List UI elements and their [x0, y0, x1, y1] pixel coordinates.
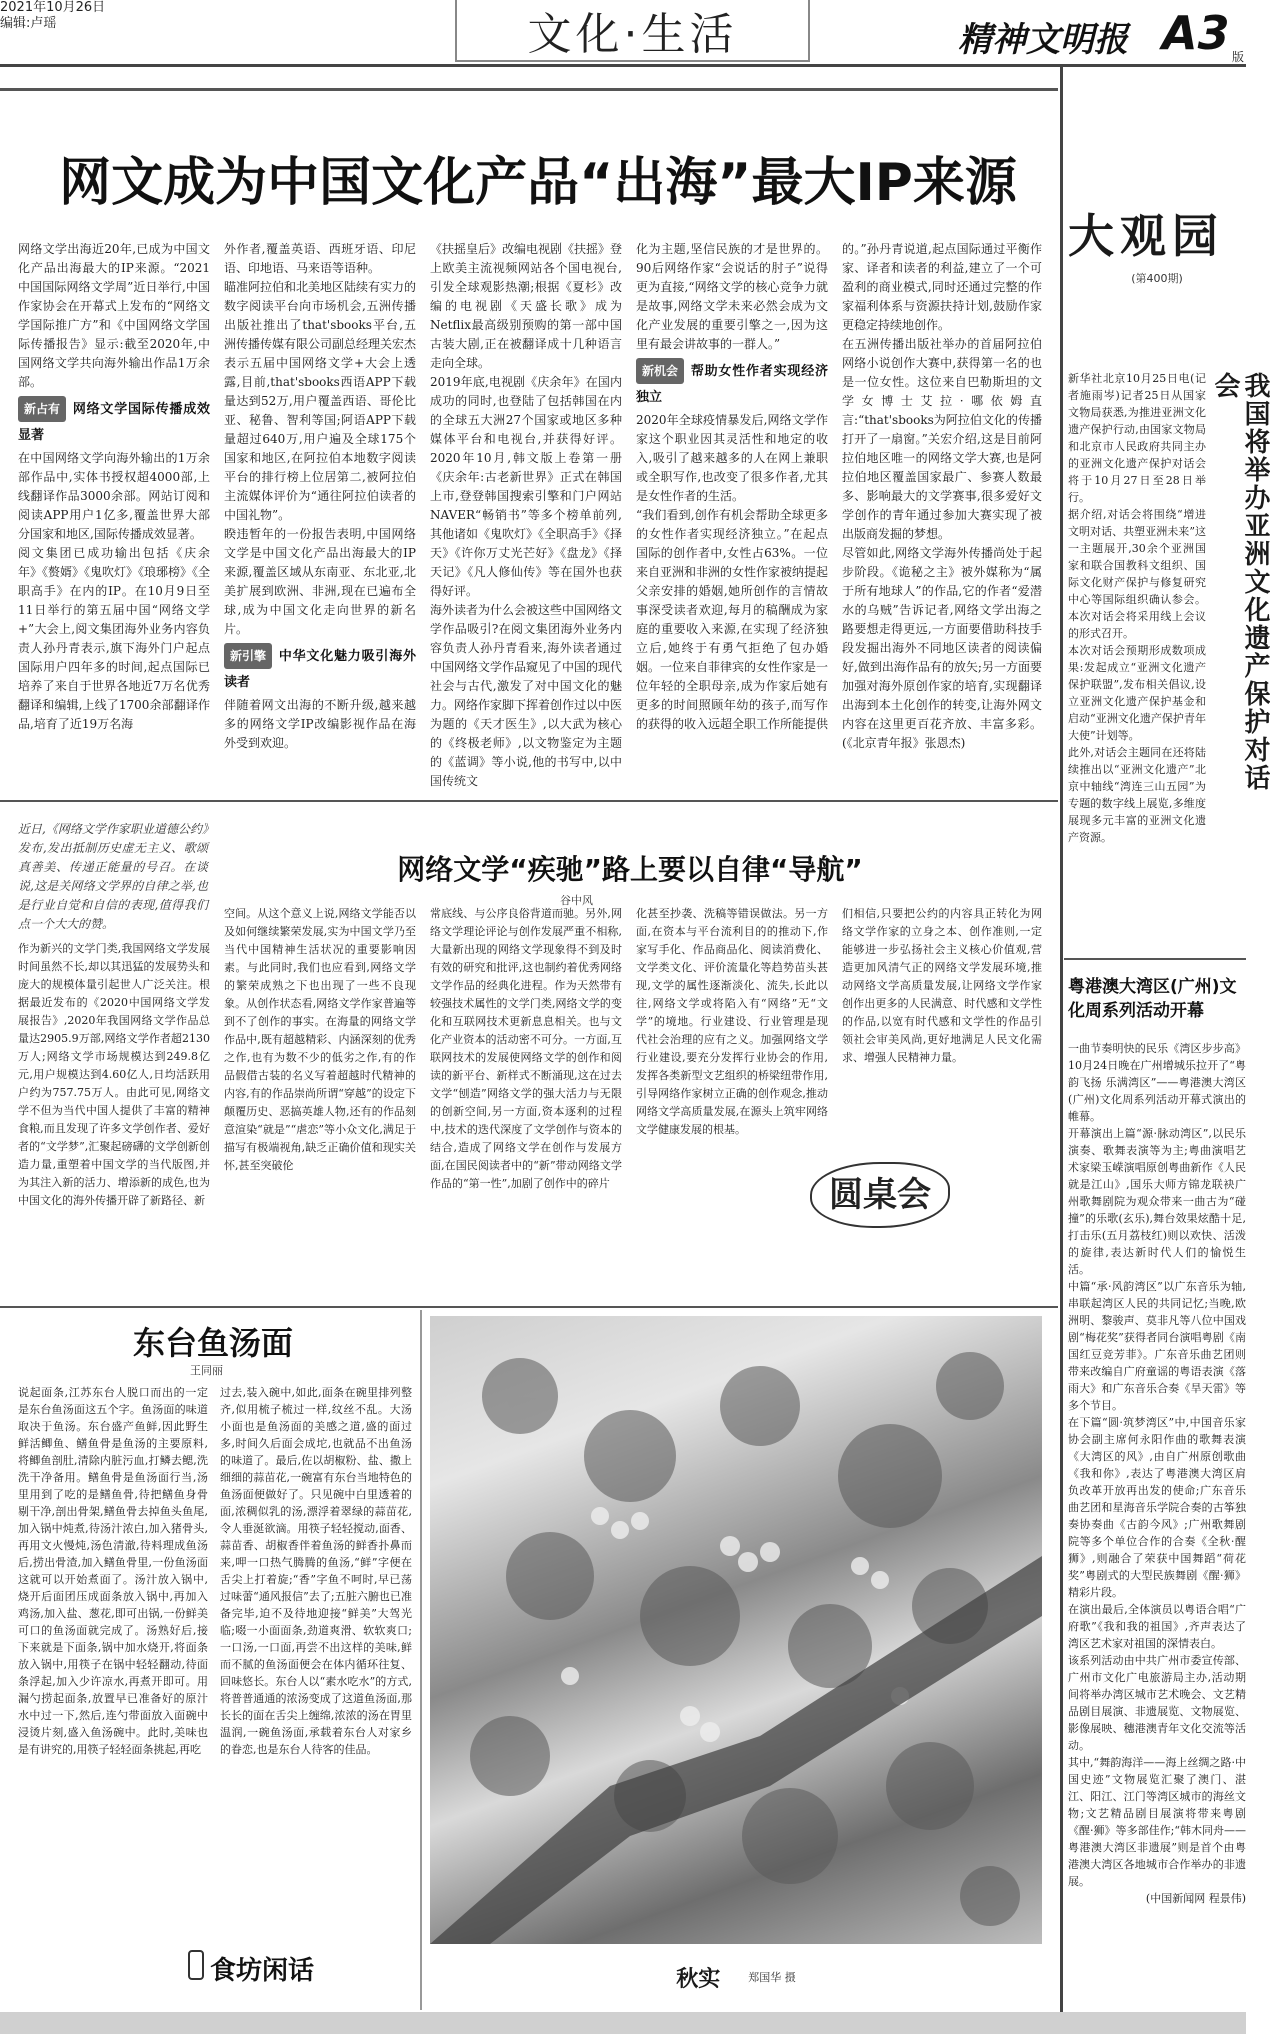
commentary-col-4: 化甚至抄袭、洗稿等错误做法。另一方面,在资本与平台流利目的的推动下,作家写手化、作品商品化、阅读消费化、文学类文化、评价流量化等趋势苗头甚现,文学的属性逐渐淡化、流失,长此以往,网络文学或将陷入有“网络”无“文学”的境地。行业建设、行业管理是现代社会治理的应有之义。加强网络文学行业建设,要充分发挥行业协会的作用,发挥各类新型文艺组织的桥梁纽带作用,引导网络作家树立正确的创作观念,推动网络文学高质量发展,在源头上筑牢网络文学健康发展的根基。	[636, 907, 828, 1136]
sidebar-paragraph: 该系列活动由中共广州市委宣传部、广州市文化广电旅游局主办,活动期间将举办湾区城市艺术晚会、文艺精品剧目展演、非遗展览、文物展览、影像展映、穗港澳青年文化交流等活动。	[1068, 1654, 1246, 1752]
issue-date: 2021年10月26日	[0, 0, 106, 15]
food-column-logo: 食坊闲话	[210, 1956, 315, 1986]
sidebar-paragraph: 在下篇“圆·筑梦湾区”中,中国音乐家协会副主席何永阳作曲的歌舞表演《大湾区的风》,由自广州原创歌曲《我和你》,表达了粤港澳大湾区肩负改革开放再出发的使命;广东音乐曲艺团和星海音乐学院合奏的古筝独奏协奏曲《古韵今风》;广州歌舞剧院等多个单位合作的合奏《全秋·醒狮》,则融合了荣获中国舞蹈“荷花奖”粤剧式的大型民族舞剧《醒·狮》精彩片段。	[1068, 1416, 1246, 1599]
paper-name: 精神文明报	[958, 20, 1128, 60]
ginkgo-photo	[430, 1316, 1042, 1944]
lead-subhead	[18, 396, 210, 449]
sidebar-column-logo	[1068, 200, 1246, 286]
lead-paragraph: 在五洲传播出版社举办的首届阿拉伯网络小说创作大赛中,获得第一名的也是一位女性。这位来自巴勒斯坦的文学女博士艾拉·哪依姆直言:“that'sbooks为阿拉伯文化的传播打开了一扇窗。”关宏介绍,这是目前阿拉伯地区唯一的网络文学大赛,也是阿拉伯地区覆盖国家最广、参赛人数最多、影响最大的文学赛事,很多爱好文学创作的青年通过参加大赛实现了被出版商发掘的梦想。	[842, 337, 1042, 541]
lead-paragraph: 化为主题,坚信民族的才是世界的。90后网络作家“会说话的肘子”说得更为直接,“网络文学的核心竞争力就是故事,网络文学未来必然会成为文化产业发展的重要引擎之一,因为这里有最会讲故事的一群人。”	[636, 242, 828, 351]
sidebar-paragraph: 一曲节奏明快的民乐《湾区步步高》10月24日晚在广州增城乐拉开了“粤韵飞扬 乐满湾区”——粤港澳大湾区(广州)文化周系列活动开幕式演出的帷幕。	[1068, 1042, 1246, 1123]
lead-subhead	[636, 358, 828, 411]
commentary-col-1: 作为新兴的文学门类,我国网络文学发展时间虽然不长,却以其迅猛的发展势头和庞大的规模体量引起世人广泛关注。根据最近发布的《2020中国网络文学发展报告》,2020年我国网络文学作品总量达2905.9万部,网络文学作者超2130万人;网络文学市场规模达到249.8亿元,用户规模达到4.60亿人,日均活跃用户约为757.75万人。由此可见,网络文学不但为当代中国人提供了丰富的精神食粮,而且发现了许多文学创作者、爱好者的“文学梦”,汇聚起磅礴的文学创新创造力量,重塑着中国文学的当代版图,并为其注入新的活力、增添新的成色,也为中国文化的海外传播开辟了新路径、新	[18, 942, 210, 1207]
photo-caption: 秋实	[676, 1966, 721, 1992]
photo-credit: 郑国华 摄	[748, 1971, 796, 1984]
commentary-col-3: 常底线、与公序良俗背道而驰。另外,网络文学理论评论与创作发展严重不相称,大量新出现的网络文学现象得不到及时有效的研究和批评,这也制约着优秀网络文学作品的经典化进程。作为天然带有较强技术属性的文学门类,网络文学的变化和互联网技术更新息息相关。也与文化产业资本的活动密不可分。一方面,互联网技术的发展使网络文学的创作和阅读的新平台、新样式不断涌现,这在过去文学“刨造”网络文学的强大活力与无限的创新空间,另一方面,资本逐利的过程中,技术的迭代深度了文学创作与资本的结合,造成了网络文学在创作与发展方面,在国民阅读者中的“新”带动网络文学作品的“第一性”,加剧了创作中的碎片	[430, 907, 622, 1190]
column-logo-text: 大观园	[1068, 209, 1224, 263]
subhead-tag: 新占有	[18, 396, 66, 422]
lead-paragraph: 伴随着网文出海的不断升级,越来越多的网络文学IP改编影视作品在海外受到欢迎。	[224, 698, 416, 750]
subhead-text: 网络文学国际传播成效显著	[18, 402, 210, 443]
food-logo-icon	[188, 1950, 204, 1980]
lead-col-3	[430, 240, 622, 791]
sidebar-story-1	[1068, 370, 1206, 846]
lead-col-4	[636, 240, 828, 734]
sidebar-paragraph: 此外,对话会主题同在还将陆续推出以“亚洲文化遗产”北京中轴线“湾连三山五园”为专题的数字线上展览,多维度展现多元丰富的亚洲文化遗产资源。	[1068, 746, 1206, 844]
sidebar-story-2	[1068, 1040, 1246, 1907]
page-number: A3	[1162, 6, 1230, 60]
sidebar-divider	[1060, 66, 1063, 2012]
sidebar-rule	[1064, 958, 1246, 960]
subhead-tag: 新机会	[636, 358, 684, 384]
lead-col-1	[18, 240, 210, 734]
lead-col-5	[842, 240, 1042, 753]
sidebar-paragraph: 本次对话会预期形成数项成果:发起成立“亚洲文化遗产保护联盟”,发布相关倡议,设立亚洲文化遗产保护基金和启动“亚洲文化遗产保护青年大使”计划等。	[1068, 644, 1206, 742]
page-footer-bar	[0, 2012, 1246, 2034]
lead-paragraph: 睽违暂年的一份报告表明,中国网络文学是中国文化产品出海最大的IP来源,覆盖区域从东南亚、东北亚,北美扩展到欧洲、非洲,现在已遍布全球,成为中国文化走向世界的新名片。	[224, 527, 416, 636]
lead-paragraph: 网络文学出海近20年,已成为中国文化产品出海最大的IP来源。“2021中国国际网络文学周”近日举行,中国作家协会在开幕式上发布的“网络文学国际推广方”和《中国网络文学国际传播报告》显示:截至2020年,中国网络文学共向海外输出作品1万余部。	[18, 242, 210, 389]
commentary-rule	[0, 1306, 1058, 1308]
food-title: 东台鱼汤面	[132, 1324, 293, 1362]
sidebar-paragraph: 据介绍,对话会将围绕“增进文明对话、共塑亚洲未来”这一主题展开,30余个亚洲国家和联合国教科文组织、国际文化财产保护与修复研究中心等国际组织确认参会。本次对话会将采用线上会议的形式召开。	[1068, 508, 1206, 640]
food-byline: 王同丽	[190, 1364, 223, 1377]
commentary-col-5: 们相信,只要把公约的内容具正转化为网络文学作家的立身之本、创作准则,一定能够进一步弘扬社会主义核心价值观,营造更加风清气正的网络文学发展环境,推动网络文学高质量发展,让网络文学作家创作出更多的人民满意、时代感和文学性的作品,以宽有时代感和文学性的作品引领社会审美风尚,更好地满足人民文化需求、增强人民精神力量。	[842, 907, 1042, 1064]
photo-caption-bar	[430, 1944, 1042, 2010]
lead-paragraph: 瞄准阿拉伯和北美地区陆续有实力的数字阅读平台向市场机会,五洲传播出版社推出了that'sbooks平台,五洲传播传媒有限公司副总经理关宏杰表示五届中国网络文学+大会上透露,目前,that'sbooks西语APP下载量达到52万,用户覆盖西语、哥伦比亚、秘鲁、智利等国;阿语APP下载量超过640万,用户遍及全球175个国家和地区,在阿拉伯本地数字阅读平台的排行榜上位居第二,被阿拉伯主流媒体评价为“通往阿拉伯读者的中国礼物”。	[224, 280, 417, 522]
sidebar-paragraph: 其中,“舞韵海洋——海上丝绸之路·中国史迹”文物展览汇聚了澳门、湛江、阳江、江门等湾区城市的海丝文物;文艺精品剧目展演将带来粤剧《醒·狮》等多部佳作;“韩木同舟——粤港澳大湾区非遗展”则是首个由粤港澳大湾区各地城市合作举办的非遗展。	[1068, 1756, 1246, 1888]
page-suffix: 版	[1232, 50, 1245, 64]
photo-leaves-illustration	[430, 1316, 1042, 1944]
subhead-text: 帮助女性作者实现经济独立	[636, 364, 828, 405]
commentary-col-2: 空间。从这个意义上说,网络文学能否以及如何继续繁荣发展,实为中国文学乃至当代中国精神生活状况的重要影响因素。与此同时,我们也应看到,网络文学的繁荣成熟之下也出现了一些不良现象。从创作状态看,网络文学作家普遍等到不了创作的事实。在海量的网络文学作品中,既有超越精彩、内涵深刻的优秀之作,也有为数不少的低劣之作,有的作品假借古装的名义写着超越时代精神的内容,有的作品崇尚所谓“穿越”的设定下颠覆历史、恶搞英雄人物,还有的作品刻意渲染“就是”“虐恋”等小众文化,满足于描写有极端视角,缺乏正确价值和现实关怀,甚至突破伦	[224, 907, 416, 1172]
masthead-meta	[0, 0, 105, 32]
lead-paragraph: 尽管如此,网络文学海外传播尚处于起步阶段。《诡秘之主》被外媒称为“属于所有地球人”的作品,它的作者“爱潜水的乌贼”告诉记者,网络文学出海之路要想走得更远,一方面要借助科技手段发掘出海外不同地区读者的阅读偏好,做到出海作品有的放矢;另一方面要加强对海外原创作家的培育,实现翻译出海到本土化创作的转变,让海外网文内容在这里更百花齐放、丰富多彩。(《北京青年报》张恩杰)	[842, 546, 1042, 750]
sidebar-paragraph: 在演出最后,全体演员以粤语合唱“广府歌”《我和我的祖国》,齐声表达了湾区艺术家对祖国的深情表白。	[1068, 1603, 1246, 1650]
commentary-intro: 近日,《网络文学作家职业道德公约》发布,发出抵制历史虚无主义、歌颂真善美、传递正能量的号召。在谈说,这是关网络文学界的自律之举,也是行业自觉和自信的表现,值得我们点一个大大的赞。	[18, 822, 208, 931]
sidebar-vertical-title: 我国将举办亚洲文化遗产保护对话会	[1210, 372, 1270, 792]
editor-credit: 编辑:卢瑶	[0, 16, 57, 31]
commentary-title: 网络文学“疾驰”路上要以自律“导航”	[397, 853, 863, 886]
sidebar-paragraph: 中篇“承·风韵湾区”以广东音乐为轴,串联起湾区人民的共同记忆;当晚,欧洲明、黎骏声、莫非凡等八位中国戏剧“梅花奖”获得者同台演唱粤剧《南国红豆竞芳菲》。广东音乐曲艺团则带来改编自广府童谣的粤语表演《落雨大》和广东音乐合奏《旱天雷》等多个节目。	[1068, 1280, 1246, 1412]
lead-subhead	[224, 643, 416, 696]
sidebar-headline-2: 粤港澳大湾区(广州)文化周系列活动开幕	[1068, 977, 1237, 1021]
column-issue: (第400期)	[1131, 272, 1183, 285]
commentary-byline: 谷中风	[560, 894, 593, 907]
sidebar-paragraph: 开幕演出上篇“源·脉动湾区”,以民乐演奏、歌舞表演等为主;粤曲演唱艺术家梁玉嵘演唱原创粤曲新作《人民就是江山》,国乐大师方锦龙联袂广州歌舞剧院为观众带来一曲古为“碰撞”的乐歌(玄乐),舞台效果炫酷十足,打击乐(五月荔枝红)则以欢快、活泼的旋律,表达新时代人们的愉悦生活。	[1068, 1127, 1246, 1276]
lead-paragraph: 阅文集团已成功输出包括《庆余年》《赘婿》《鬼吹灯》《琅琊榜》《全职高手》在内的IP。在10月9日至11日举行的第五届中国“网络文学+”大会上,阅文集团海外业务内容负责人孙丹青表示,旗下海外门户起点国际用户四年多的时间,起点国际已培养了来自于世界各地近7万名优秀翻译和编辑,上线了1700余部翻译作品,培育了近19万名海	[18, 546, 211, 731]
lead-paragraph: “我们看到,创作有机会帮助全球更多的女性作者实现经济独立。”在起点国际的创作者中,女性占63%。一位来自亚洲和非洲的女性作家被纳提起父亲安排的婚姻,她所创作的言情故事深受读者欢迎,每月的稿酬成为家庭的重要收入来源,在实现了经济独立后,她终于有勇气拒绝了包办婚姻。一位来自菲律宾的女性作家是一位年轻的全职母亲,成为作家后她有更多的时间照顾年幼的孩子,而写作的获得的收入远超全职工作所能提供	[636, 508, 829, 731]
lead-paragraph: 海外读者为什么会被这些中国网络文学作品吸引?在阅文集团海外业务内容负责人孙丹青看来,海外读者通过中国网络文学作品窥见了中国的现代社会与古代,激发了对中国文化的魅力。网络作家脚下挥着创作过以中医为题的《天才医生》,以大武为核心的《终极老师》,以文物鉴定为主题的《蓝调》等小说,他的书写中,以中国传统文	[430, 603, 623, 788]
lead-box-bottom	[0, 800, 1058, 802]
food-col-1: 说起面条,江苏东台人脱口而出的一定是东台鱼汤面这五个字。鱼汤面的味道取决于鱼汤。东台盛产鱼鲜,因此野生鲜活鲫鱼、鳝鱼骨是鱼汤的主要原料,将鲫鱼剖肚,清除内脏污血,打鳞去鳃,洗洗干净备用。鳝鱼骨是鱼汤面行当,汤里用到了吃的是鳝鱼骨,待把鳝鱼身骨剔干净,剖出骨架,鳝鱼骨去掉鱼头鱼尾,加入锅中炖煮,待汤汁浓白,加入猪骨头,再用文火慢炖,汤色清澈,待料理成鱼汤后,捞出骨渣,加入鳝鱼骨里,一份鱼汤面这就可以开始煮面了。汤汁放入锅中,烧开后面团压成面条放入锅中,再加入鸡汤,加入盐、葱花,即可出锅,一份鲜美可口的鱼汤面就完成了。汤熟好后,接下来就是下面条,锅中加水烧开,将面条放入锅中,用筷子在锅中轻轻翻动,待面条浮起,加入少许凉水,再煮开即可。用漏勺捞起面条,放置早已准备好的原汁水中过一下,然后,连勺带面放入面碗中浸烫片刻,盛入鱼汤碗中。此时,美味也是有讲究的,用筷子轻轻面条挑起,再吃	[18, 1386, 208, 1756]
lead-paragraph: 《扶摇皇后》改编电视剧《扶摇》登上欧美主流视频网站各个国电视台,引发全球观影热潮;根据《夏杉》改编的电视剧《天盛长歌》成为Netflix最高级别预购的第一部中国古装大剧,正在被翻译成十几种语言走向全球。	[430, 242, 623, 370]
section-title: 文化·生活	[455, 0, 810, 62]
subhead-text: 中华文化魅力吸引海外读者	[224, 649, 416, 690]
lead-paragraph: 2020年全球疫情暴发后,网络文学作家这个职业因其灵活性和地定的收入,吸引了越来越多的人在网上兼职或全职写作,也改变了很多作者,尤其是女性作者的生活。	[636, 413, 828, 503]
sidebar-credit: (中国新闻网 程景伟)	[1145, 1892, 1246, 1905]
lead-box-top	[0, 88, 1058, 91]
subhead-tag: 新引擎	[224, 643, 272, 669]
food-col-2: 过去,装入碗中,如此,面条在碗里排列整齐,似用梳子梳过一样,纹丝不乱。大汤小面也是鱼汤面的美感之道,盛的面过多,时间久后面会成坨,也就品不出鱼汤的味道了。最后,佐以胡椒粉、盐、撒上细细的蒜苗花,一碗富有东台当地特色的鱼汤面便做好了。只见碗中白里透着的面,浓稠似乳的汤,漂浮着翠绿的蒜苗花,令人垂涎欲滴。用筷子轻轻搅动,面香、蒜苗香、胡椒香伴着鱼汤的鲜香扑鼻而来,呷一口热气腾腾的鱼汤,“鲜”字便在舌尖上打着旋;“香”字鱼不呵时,早已荡过味蕾“通风报信”去了;五脏六腑也已准备完毕,迫不及待地迎接“鲜美”大驾光临;啜一小面面条,劲道爽滑、软软爽口;一口汤,一口面,再尝不出这样的美味,鲜而不腻的鱼汤面便会在体内循环往复、回味悠长。东台人以“素水吃水”的方式,将普普通通的浓汤变成了这道鱼汤面,那长长的面在舌尖上缠绵,浓浓的汤在胃里温润,一碗鱼汤面,承载着东台人对家乡的眷恋,也是东台人待客的佳品。	[220, 1386, 412, 1756]
lead-col-2	[224, 240, 416, 753]
lead-paragraph: 在中国网络文学向海外输出的1万余部作品中,实体书授权超4000部,上线翻译作品3000余部。网站订阅和阅读APP用户1亿多,覆盖世界大部分国家和地区,国际传播成效显著。	[18, 451, 210, 541]
lead-headline: 网文成为中国文化产品“出海”最大IP来源	[59, 153, 1017, 213]
roundtable-stamp: 圆桌会	[810, 1162, 950, 1228]
lead-paragraph: 外作者,覆盖英语、西班牙语、印尼语、印地语、马来语等语种。	[224, 242, 416, 275]
lead-paragraph: 的。”孙丹青说道,起点国际通过平衡作家、译者和读者的利益,建立了一个可盈利的商业模式,同时还通过完整的作家福利体系与资源扶持计划,鼓励作家更稳定持续地创作。	[842, 242, 1042, 332]
sidebar-paragraph: 新华社北京10月25日电(记者施雨岑)记者25日从国家文物局获悉,为推进亚洲文化遗产保护行动,由国家文物局和北京市人民政府共同主办的亚洲文化遗产保护对话会将于10月27日至28日举行。	[1068, 372, 1206, 504]
photo-divider	[420, 1310, 422, 2010]
lead-paragraph: 2019年底,电视剧《庆余年》在国内成功的同时,也登陆了包括韩国在内的全球五大洲27个国家或地区多种媒体平台和电视台,并获得好评。2020年10月,韩文版上卷第一册《庆余年:古老新世界》正式在韩国上市,登登韩国搜索引擎和门户网站NAVER“畅销书”等多个榜单前列,其他诸如《鬼吹灯》《全职高手》《择天》《许你万丈光芒好》《盘龙》《择天记》《凡人修仙传》等在国外也获得好评。	[430, 375, 623, 598]
